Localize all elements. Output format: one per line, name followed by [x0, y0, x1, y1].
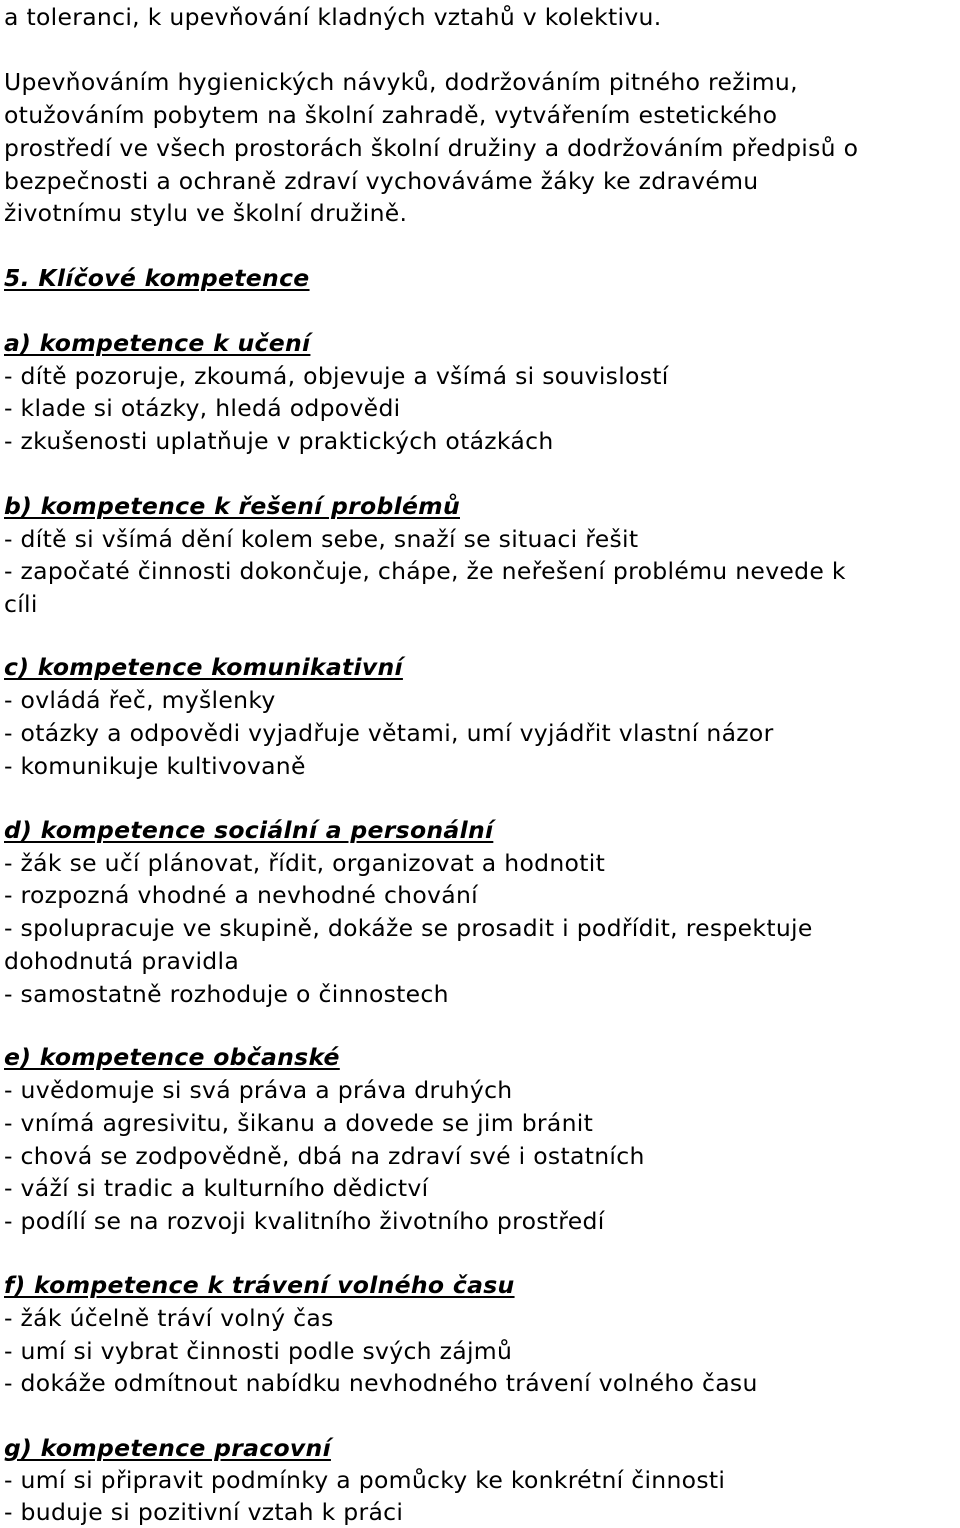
section-title: 5. Klíčové kompetence	[4, 264, 310, 292]
list-item: - váží si tradic a kulturního dědictví	[4, 1174, 429, 1202]
paragraph-line: životnímu stylu ve školní družině.	[4, 199, 408, 227]
section-heading-d: d) kompetence sociální a personální	[4, 816, 494, 844]
list-item: - chová se zodpovědně, dbá na zdraví své i ostatních	[4, 1142, 645, 1170]
list-item: - komunikuje kultivovaně	[4, 752, 306, 780]
list-item: - otázky a odpovědi vyjadřuje větami, umí vyjádřit vlastní názor	[4, 719, 774, 747]
list-item: - ovládá řeč, myšlenky	[4, 686, 276, 714]
list-item: - zkušenosti uplatňuje v praktických otázkách	[4, 427, 554, 455]
list-item: - žák účelně tráví volný čas	[4, 1304, 334, 1332]
list-item: - dokáže odmítnout nabídku nevhodného trávení volného času	[4, 1369, 758, 1397]
section-heading-a: a) kompetence k učení	[4, 329, 311, 357]
list-item: - umí si připravit podmínky a pomůcky ke konkrétní činnosti	[4, 1466, 726, 1494]
list-item: cíli	[4, 590, 38, 618]
list-item: - rozpozná vhodné a nevhodné chování	[4, 881, 478, 909]
list-item: - klade si otázky, hledá odpovědi	[4, 394, 401, 422]
section-heading-c: c) kompetence komunikativní	[4, 653, 403, 681]
list-item: - podílí se na rozvoji kvalitního životního prostředí	[4, 1207, 605, 1235]
list-item: - uvědomuje si svá práva a práva druhých	[4, 1076, 513, 1104]
list-item: dohodnutá pravidla	[4, 947, 240, 975]
list-item: - dítě pozoruje, zkoumá, objevuje a všímá si souvislostí	[4, 362, 669, 390]
intro-line: a toleranci, k upevňování kladných vztahů v kolektivu.	[4, 3, 662, 31]
paragraph-line: Upevňováním hygienických návyků, dodržováním pitného režimu,	[4, 68, 798, 96]
list-item: - umí si vybrat činnosti podle svých zájmů	[4, 1337, 513, 1365]
list-item: - žák se učí plánovat, řídit, organizovat a hodnotit	[4, 849, 606, 877]
paragraph-line: bezpečnosti a ochraně zdraví vychováváme žáky ke zdravému	[4, 167, 759, 195]
list-item: - samostatně rozhoduje o činnostech	[4, 980, 449, 1008]
list-item: - vnímá agresivitu, šikanu a dovede se jim bránit	[4, 1109, 594, 1137]
section-heading-b: b) kompetence k řešení problémů	[4, 492, 460, 520]
section-heading-e: e) kompetence občanské	[4, 1043, 340, 1071]
list-item: - spolupracuje ve skupině, dokáže se prosadit i podřídit, respektuje	[4, 914, 813, 942]
paragraph-line: prostředí ve všech prostorách školní družiny a dodržováním předpisů o	[4, 134, 859, 162]
section-heading-f: f) kompetence k trávení volného času	[4, 1271, 515, 1299]
list-item: - započaté činnosti dokončuje, chápe, že neřešení problému nevede k	[4, 557, 846, 585]
section-heading-g: g) kompetence pracovní	[4, 1434, 331, 1462]
list-item: - dítě si všímá dění kolem sebe, snaží se situaci řešit	[4, 525, 639, 553]
list-item: - buduje si pozitivní vztah k práci	[4, 1498, 404, 1526]
paragraph-line: otužováním pobytem na školní zahradě, vytvářením estetického	[4, 101, 778, 129]
